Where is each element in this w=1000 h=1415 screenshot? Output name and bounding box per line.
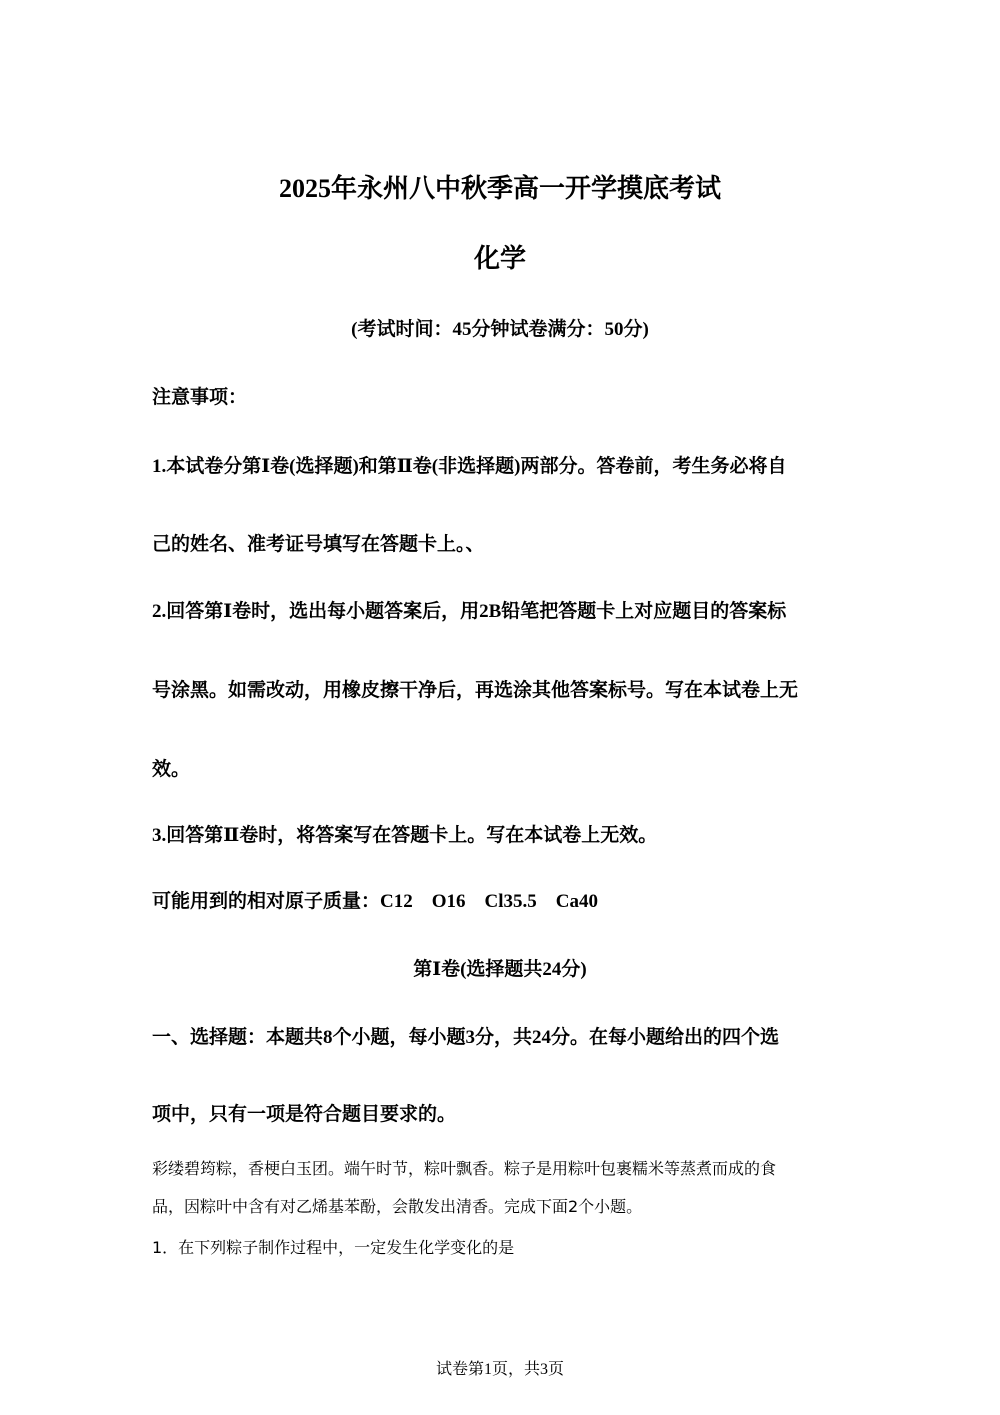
passage-line: 彩缕碧筠粽，香梗白玉团。端午时节，粽叶飘香。粽子是用粽叶包裹糯米等蒸煮而成的食 xyxy=(152,1159,777,1178)
section-instruction-line: 项中，只有一项是符合题目要求的。 xyxy=(152,1104,457,1125)
section-instruction-line: 一、选择题：本题共8个小题，每小题3分，共24分。在每小题给出的四个选 xyxy=(152,1027,780,1048)
notice-line: 己的姓名、准考证号填写在答题卡上。、 xyxy=(152,534,485,555)
notice-heading: 注意事项： xyxy=(152,387,248,408)
notice-line: 2.回答第Ⅰ卷时，选出每小题答案后，用2B铅笔把答题卡上对应题目的答案标 xyxy=(152,601,787,622)
passage-line: 品，因粽叶中含有对乙烯基苯酚，会散发出清香。完成下面2个小题。 xyxy=(152,1197,643,1216)
exam-title: 2025年永州八中秋季高一开学摸底考试 xyxy=(278,174,721,203)
page-footer: 试卷第1页，共3页 xyxy=(435,1361,564,1378)
atomic-mass-note: 可能用到的相对原子质量：C12 O16 Cl35.5 Ca40 xyxy=(152,891,598,912)
notice-line: 1.本试卷分第Ⅰ卷(选择题)和第Ⅱ卷(非选择题)两部分。答卷前，考生务必将自 xyxy=(152,456,787,477)
notice-line: 3.回答第Ⅱ卷时，将答案写在答题卡上。写在本试卷上无效。 xyxy=(152,825,658,846)
notice-line: 号涂黑。如需改动，用橡皮擦干净后，再选涂其他答案标号。写在本试卷上无 xyxy=(152,680,799,701)
exam-time-and-score: (考试时间：45分钟试卷满分：50分) xyxy=(351,319,649,340)
section-title: 第Ⅰ卷(选择题共24分) xyxy=(413,959,587,980)
subject-title: 化学 xyxy=(473,244,526,273)
notice-line: 效。 xyxy=(152,759,191,780)
question-1-stem: 1．在下列粽子制作过程中，一定发生化学变化的是 xyxy=(152,1238,515,1257)
